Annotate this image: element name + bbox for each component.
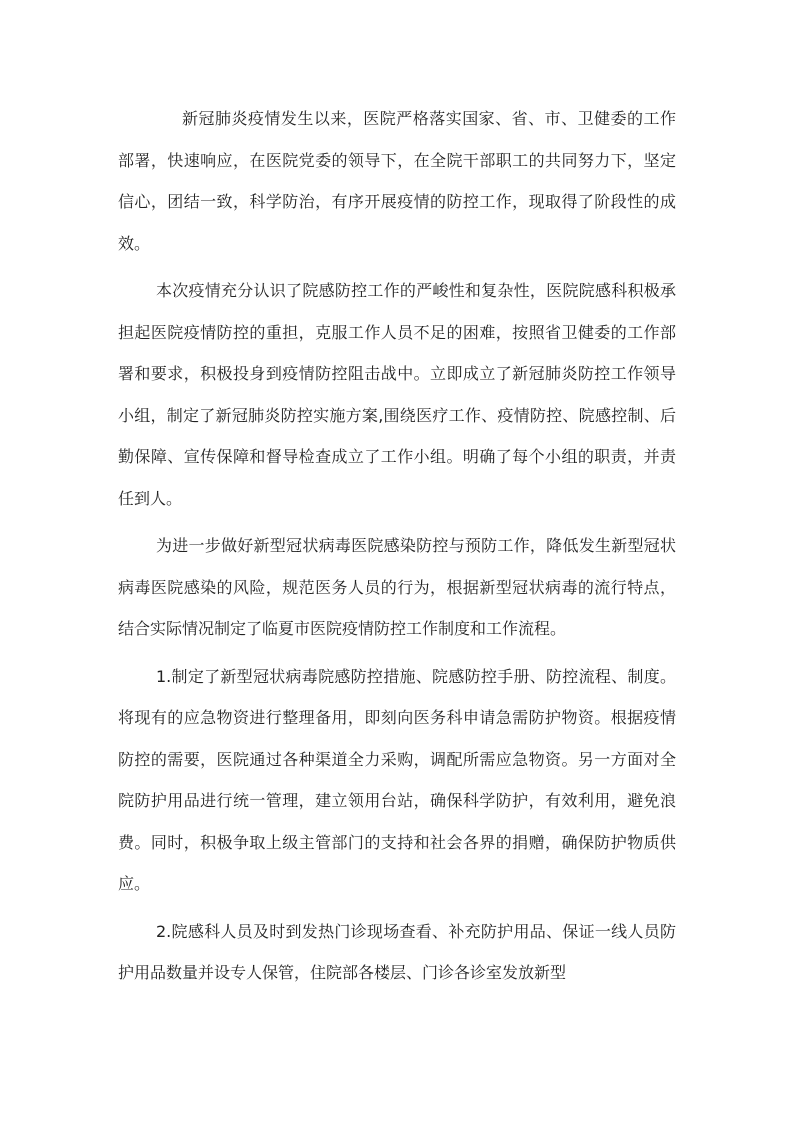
paragraph-3: 为进一步做好新型冠状病毒医院感染防控与预防工作，降低发生新型冠状病毒医院感染的风险，规范医务人员的行为，根据新型冠状病毒的流行特点，结合实际情况制定了临夏市医院疫情防控工作制度和工作流程。 [118, 536, 676, 638]
document-body [118, 98, 676, 994]
paragraph-2: 本次疫情充分认识了院感防控工作的严峻性和复杂性，医院院感科积极承担起医院疫情防控的重担，克服工作人员不足的困难，按照省卫健委的工作部署和要求，积极投身到疫情防控阻击战中。立即成立了新冠肺炎防控工作领导小组，制定了新冠肺炎防控实施方案,围绕医疗工作、疫情防控、院感控制、后勤保障、宣传保障和督导检查成立了工作小组。明确了每个小组的职责，并责任到人。 [118, 281, 676, 508]
paragraph-4: 1.制定了新型冠状病毒院感防控措施、院感防控手册、防控流程、制度。将现有的应急物资进行整理备用，即刻向医务科申请急需防护物资。根据疫情防控的需要，医院通过各种渠道全力采购，调配所需应急物资。另一方面对全院防护用品进行统一管理，建立领用台站，确保科学防护，有效利用，避免浪费。同时，积极争取上级主管部门的支持和社会各界的捐赠，确保防护物质供应。 [118, 666, 676, 893]
paragraph-1: 新冠肺炎疫情发生以来，医院严格落实国家、省、市、卫健委的工作部署，快速响应，在医院党委的领导下，在全院干部职工的共同努力下，坚定信心，团结一致，科学防治，有序开展疫情的防控工作，现取得了阶段性的成效。 [118, 109, 676, 253]
paragraph-5: 2.院感科人员及时到发热门诊现场查看、补充防护用品、保证一线人员防护用品数量并设专人保管，住院部各楼层、门诊各诊室发放新型 [118, 921, 676, 982]
